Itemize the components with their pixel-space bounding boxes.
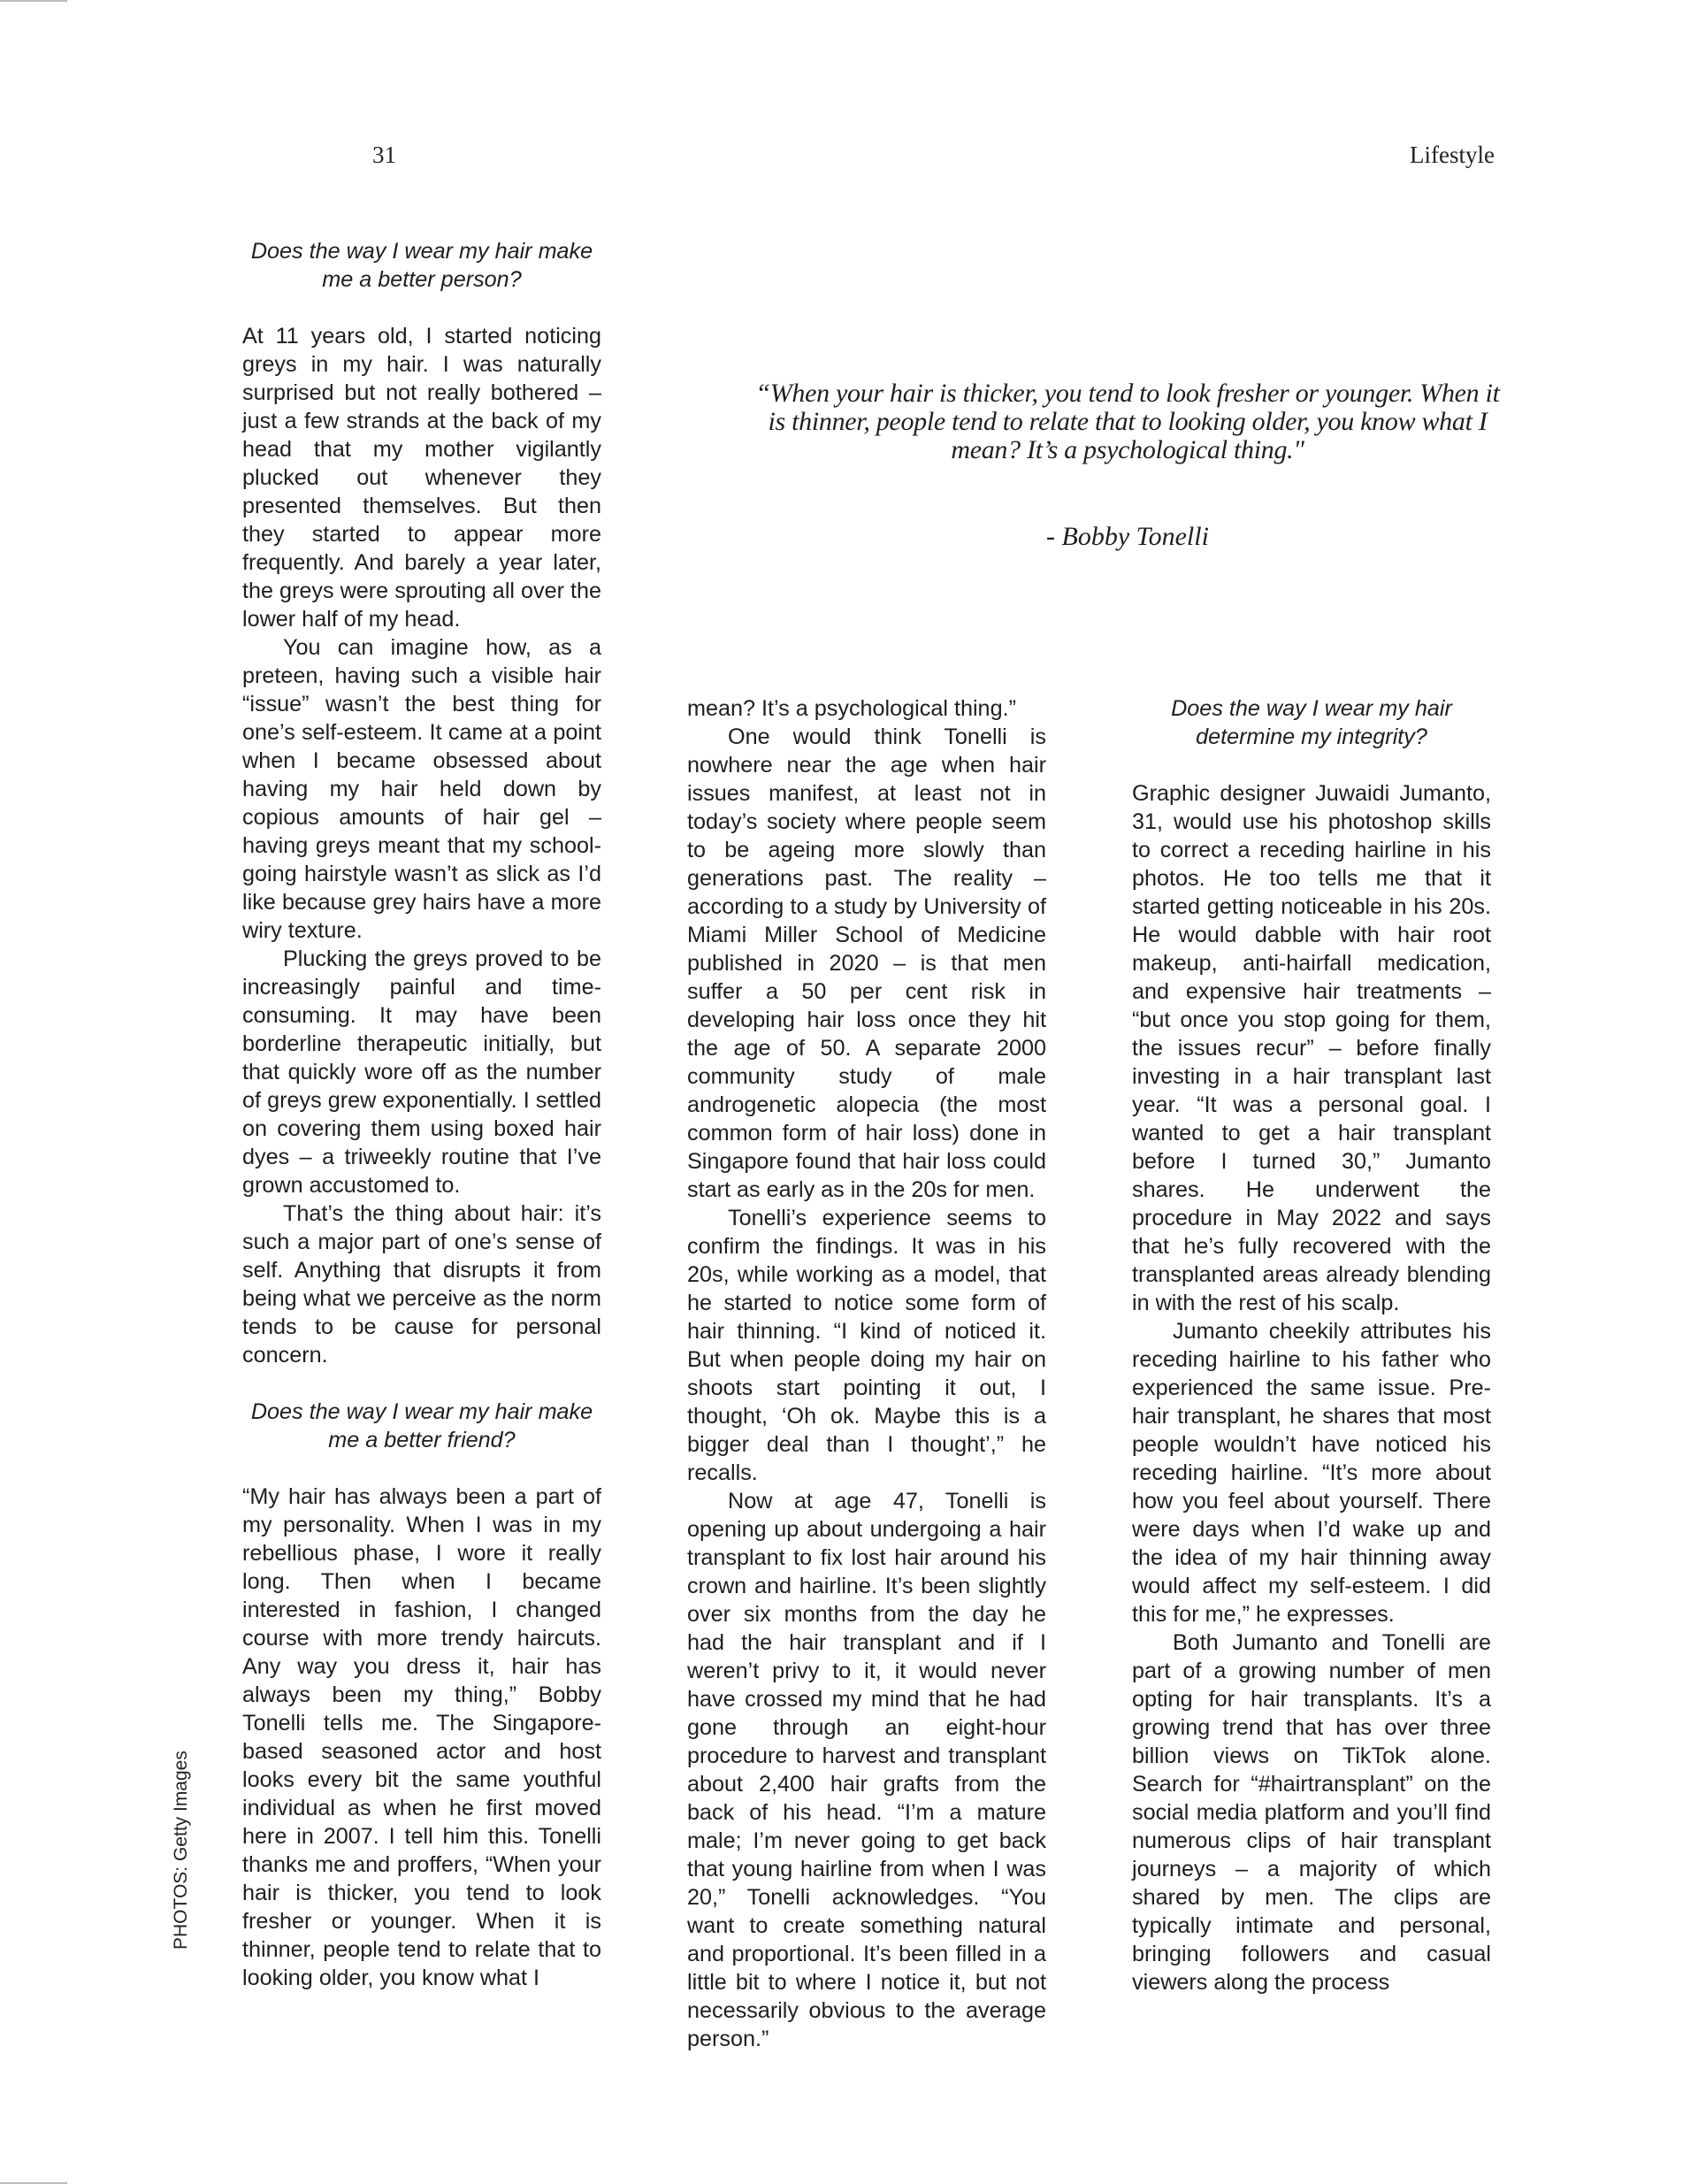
paragraph: Jumanto cheekily attributes his receding hairline to his father who experienced the same issue. Pre-hair transplant, he shares that most people wouldn’t have noticed his receding hairline. “It’s more about how you feel about yourself. There were days when I’d wake up and the idea of my hair thinning away would affect my self-esteem. I did this for me,” he expresses. [1132, 1319, 1491, 1627]
section-title: Lifestyle [1410, 142, 1495, 168]
pull-quote-attribution: - Bobby Tonelli [1046, 522, 1209, 551]
subhead-integrity: Does the way I wear my hair determine my integrity? [1171, 696, 1452, 749]
page-number: 31 [372, 142, 396, 168]
crop-mark-top [0, 0, 67, 2]
paragraph: That’s the thing about hair: it’s such a major part of one’s sense of self. Anything that disrupts it from being what we perceive as the norm tends to be cause for personal concern. [242, 1201, 601, 1368]
subhead-better-person: Does the way I wear my hair make me a better person? [250, 239, 593, 292]
paragraph: At 11 years old, I started noticing greys in my hair. I was naturally surprised but not really bothered – just a few strands at the back of my head that my mother vigilantly plucked out whenever they presented themselves. But then they started to appear more frequently. And barely a year later, the greys were sprouting all over the lower half of my head. [242, 324, 602, 632]
paragraph: You can imagine how, as a preteen, having such a visible hair “issue” wasn’t the best thing for one’s self-esteem. It came at a point when I became obsessed about having my hair held down by copious amounts of hair gel – having greys meant that my school-going hairstyle wasn’t as slick as I’d like because grey hairs have a more wiry texture. [242, 635, 601, 943]
article-column-1 [242, 237, 601, 1992]
paragraph: Graphic designer Juwaidi Jumanto, 31, would use his photoshop skills to correct a receding hairline in his photos. He too tells me that it started getting noticeable in his 20s. He would dabble with hair root makeup, anti-hairfall medication, and expensive hair treatments – “but once you stop going for them, the issues recur” – before finally investing in a hair transplant last year. “It was a personal goal. I wanted to get a hair transplant before I turned 30,” Jumanto shares. He underwent the procedure in May 2022 and says that he’s fully recovered with the transplanted areas already blending in with the rest of his scalp. [1132, 781, 1491, 1315]
paragraph: “My hair has always been a part of my personality. When I was in my rebellious phase, I wore it really long. Then when I became interested in fashion, I changed course with more trendy haircuts. Any way you dress it, hair has always been my thing,” Bobby Tonelli tells me. The Singapore-based seasoned actor and host looks every bit the same youthful individual as when he first moved here in 2007. I tell him this. Tonelli thanks me and proffers, “When your hair is thicker, you tend to look fresher or younger. When it is thinner, people tend to relate that to looking older, you know what I [242, 1484, 601, 1990]
subhead-better-friend: Does the way I wear my hair make me a better friend? [250, 1399, 593, 1452]
article-column-3 [1132, 694, 1491, 1996]
article-column-2 [687, 694, 1046, 2053]
paragraph: mean? It’s a psychological thing.” [687, 696, 1016, 721]
paragraph: Tonelli’s experience seems to confirm the findings. It was in his 20s, while working as a model, that he started to notice some form of hair thinning. “I kind of noticed it. But when people doing my hair on shoots start pointing it out, I thought, ‘Oh ok. Maybe this is a bigger deal than I thought’,” he recalls. [687, 1206, 1046, 1485]
paragraph: Both Jumanto and Tonelli are part of a growing number of men opting for hair transplants. It’s a growing trend that has over three billion views on TikTok alone. Search for “#hairtransplant” on the social media platform and you’ll find numerous clips of hair transplant journeys – a majority of which shared by men. The clips are typically intimate and personal, bringing followers and casual viewers along the process [1132, 1630, 1491, 1995]
pull-quote: “When your hair is thicker, you tend to look fresher or younger. When it is thinner, people tend to relate that to looking older, you know what I mean? It’s a psychological thing." [755, 379, 1500, 464]
photo-credit: PHOTOS: Getty Images [171, 1751, 191, 1950]
paragraph: Plucking the greys proved to be increasingly painful and time-consuming. It may have been borderline therapeutic initially, but that quickly wore off as the number of greys grew exponentially. I settled on covering them using boxed hair dyes – a triweekly routine that I’ve grown accustomed to. [242, 946, 601, 1198]
paragraph: Now at age 47, Tonelli is opening up about undergoing a hair transplant to fix lost hair around his crown and hairline. It’s been slightly over six months from the day he had the hair transplant and if I weren’t privy to it, it would never have crossed my mind that he had gone through an eight-hour procedure to harvest and transplant about 2,400 hair grafts from the back of his head. “I’m a mature male; I’m never going to get back that young hairline from when I was 20,” Tonelli acknowledges. “You want to create something natural and proportional. It’s been filled in a little bit to where I notice it, but not necessarily obvious to the average person.” [687, 1489, 1046, 2051]
paragraph: One would think Tonelli is nowhere near the age when hair issues manifest, at least not in today’s society where people seem to be ageing more slowly than generations past. The reality – according to a study by University of Miami Miller School of Medicine published in 2020 – is that men suffer a 50 per cent risk in developing hair loss once they hit the age of 50. A separate 2000 community study of male androgenetic alopecia (the most common form of hair loss) done in Singapore found that hair loss could start as early as in the 20s for men. [687, 724, 1046, 1202]
